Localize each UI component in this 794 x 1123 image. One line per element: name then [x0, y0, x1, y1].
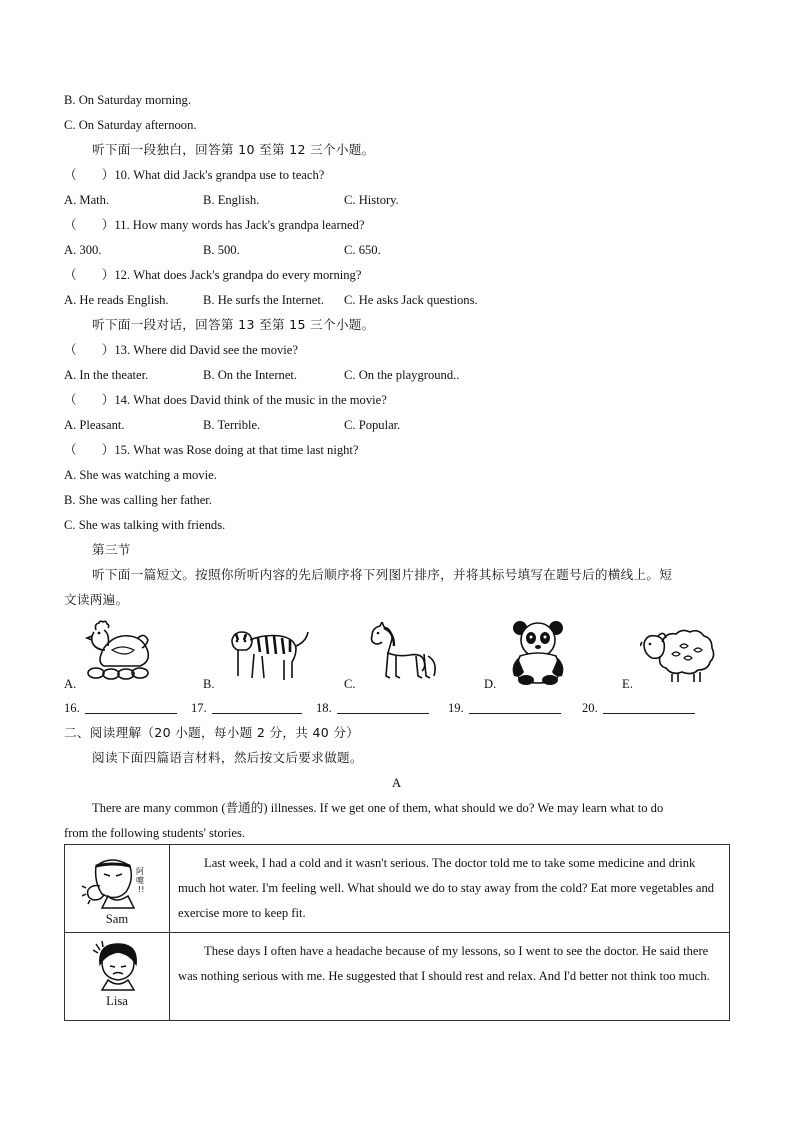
passage-intro-line1: There are many common (普通的) illnesses. If we get one of them, what should we do? We may learn what to do: [92, 801, 664, 815]
story-text-sam: Last week, I had a cold and it wasn't serious. The doctor told me to take some medicine and drink much hot water. I'm feeling well. What should we do to stay away from the cold? Eat more vegetables and exercise more to keep fit.: [170, 845, 730, 933]
passage-intro-line2: from the following students' stories.: [64, 826, 246, 840]
part3-instruction-line2: 文读两遍。: [64, 592, 129, 607]
reading-section-title: 二、阅读理解（20 小题，每小题 2 分，共 40 分）: [64, 725, 360, 740]
stories-table: [64, 844, 730, 1021]
q10-option-c: C. History.: [344, 193, 399, 207]
answer-blank-16[interactable]: [85, 713, 177, 714]
q12-option-c: C. He asks Jack questions.: [344, 293, 478, 307]
q11-stem: （ ）11. How many words has Jack's grandpa learned?: [64, 218, 365, 232]
answer-blank-19[interactable]: [469, 713, 561, 714]
story-picture-cell: [65, 933, 170, 1021]
blank-label-17: 17.: [191, 701, 207, 715]
q9-option-b: B. On Saturday morning.: [64, 93, 191, 107]
picture-label-b: B.: [203, 677, 215, 691]
picture-label-e: E.: [622, 677, 633, 691]
q11-option-a: A. 300.: [64, 243, 102, 257]
svg-text:嚏: 嚏: [136, 876, 144, 885]
blank-label-19: 19.: [448, 701, 464, 715]
q12-option-a: A. He reads English.: [64, 293, 169, 307]
q13-stem: （ ）13. Where did David see the movie?: [64, 343, 298, 357]
picture-label-d: D.: [484, 677, 497, 691]
q13-option-a: A. In the theater.: [64, 368, 149, 382]
table-row: [65, 845, 730, 933]
panda-icon: [508, 618, 570, 686]
horse-icon: [366, 622, 438, 682]
q12-stem: （ ）12. What does Jack's grandpa do every morning?: [64, 268, 362, 282]
svg-text:!!: !!: [138, 885, 145, 894]
headache-girl-icon: [92, 940, 142, 992]
q14-option-a: A. Pleasant.: [64, 418, 125, 432]
picture-label-c: C.: [344, 677, 356, 691]
q15-option-a: A. She was watching a movie.: [64, 468, 217, 482]
answer-blank-17[interactable]: [212, 713, 302, 714]
part3-instruction-line1: 听下面一篇短文。按照你所听内容的先后顺序将下列图片排序，并将其标号填写在题号后的横线上。短: [92, 567, 673, 582]
q11-option-b: B. 500.: [203, 243, 240, 257]
sneezing-boy-icon: [82, 852, 152, 910]
story-picture-cell: [65, 845, 170, 933]
q14-option-c: C. Popular.: [344, 418, 401, 432]
table-row: [65, 933, 730, 1021]
answer-blank-18[interactable]: [337, 713, 429, 714]
tiger-icon: [224, 626, 310, 684]
q11-option-c: C. 650.: [344, 243, 381, 257]
blank-label-18: 18.: [316, 701, 332, 715]
q13-option-b: B. On the Internet.: [203, 368, 298, 382]
q14-stem: （ ）14. What does David think of the music in the movie?: [64, 393, 387, 407]
q12-option-b: B. He surfs the Internet.: [203, 293, 325, 307]
picture-label-a: A.: [64, 677, 77, 691]
story-text-lisa: These days I often have a headache because of my lessons, so I went to see the doctor. He said there was nothing serious with me. He suggested that I should rest and relax. And I'd better not think too much.: [170, 933, 730, 1021]
q15-option-c: C. She was talking with friends.: [64, 518, 226, 532]
q13-option-c: C. On the playground..: [344, 368, 460, 382]
passage-label: A: [392, 776, 402, 790]
hen-icon: [82, 620, 154, 682]
q14-option-b: B. Terrible.: [203, 418, 261, 432]
blank-label-16: 16.: [64, 701, 80, 715]
student-name-lisa: Lisa: [106, 994, 128, 1008]
section-monologue-instruction: 听下面一段独白，回答第 10 至第 12 三个小题。: [92, 142, 375, 157]
q10-stem: （ ）10. What did Jack's grandpa use to teach?: [64, 168, 325, 182]
blank-label-20: 20.: [582, 701, 598, 715]
reading-instruction: 阅读下面四篇语言材料，然后按文后要求做题。: [92, 750, 363, 765]
student-name-sam: Sam: [105, 912, 129, 926]
q9-option-c: C. On Saturday afternoon.: [64, 118, 197, 132]
svg-text:阿: 阿: [136, 867, 144, 876]
sheep-icon: [640, 628, 716, 684]
section-dialogue-instruction: 听下面一段对话，回答第 13 至第 15 三个小题。: [92, 317, 375, 332]
q10-option-b: B. English.: [203, 193, 260, 207]
q15-stem: （ ）15. What was Rose doing at that time last night?: [64, 443, 359, 457]
q15-option-b: B. She was calling her father.: [64, 493, 212, 507]
q10-option-a: A. Math.: [64, 193, 110, 207]
part3-title: 第三节: [92, 542, 131, 557]
answer-blank-20[interactable]: [603, 713, 695, 714]
